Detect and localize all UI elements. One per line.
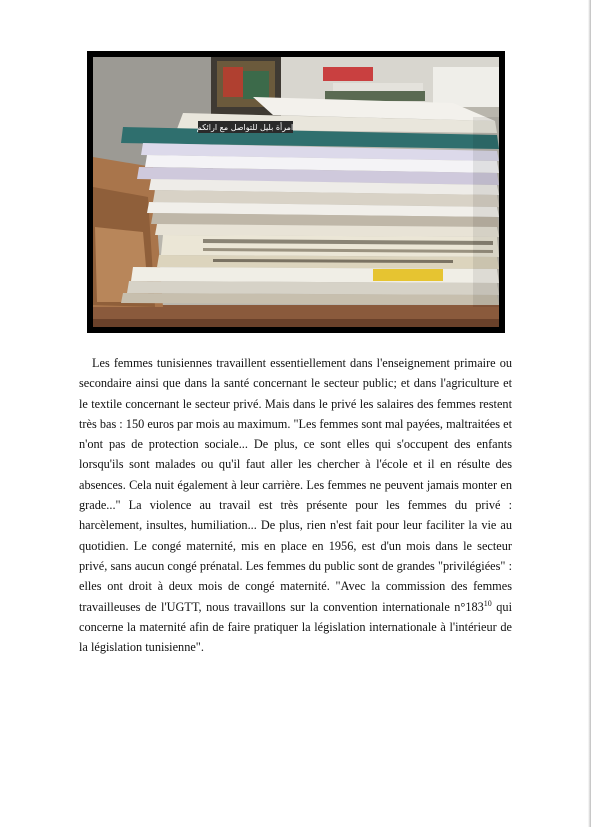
footnote-reference: 10 bbox=[483, 598, 492, 608]
folder-label-text: امرأة بليل للتواصل مع ارائكم bbox=[196, 123, 294, 132]
paragraph-text-part2: qui concerne la maternité afin de faire pratiquer la législation internationale à l'intérieur de la législation tunisienne". bbox=[79, 599, 512, 655]
paragraph-text-part1: Les femmes tunisiennes travaillent essentiellement dans l'enseignement primaire ou secondaire ainsi que dans la santé concernant le secteur public; et dans l'agriculture et le textile concernant le secteur privé. Mais dans le privé les salaires des femmes restent très bas : 150 euros par mois au maximum. "Les femmes sont mal payées, maltraitées et n'ont pas de protection sociale... De plus, ce sont elles qui s'occupent des enfants lorsqu'ils sont malades ou qu'il faut aller les chercher à l'école et il en résulte des absences. Cela nuit également à leur carrière. Les femmes ne peuvent jamais monter en grade..." La violence au travail est très présente pour les femmes du privé : harcèlement, insultes, humiliation... De plus, rien n'est fait pour leur faciliter la vie au quotidien. Le congé maternité, mis en place en 1956, est d'un mois dans le secteur privé, sans aucun congé prénatal. Les femmes du public sont de grandes "privilégiées" : elles ont droit à deux mois de congé maternité. "Avec la commission des femmes travailleuses de l'UGTT, nous travaillons sur la convention internationale n°183 bbox=[79, 356, 512, 614]
photo-frame bbox=[87, 51, 505, 333]
body-text bbox=[79, 353, 512, 657]
body-paragraph bbox=[79, 353, 512, 657]
paper-stack-photo bbox=[93, 57, 499, 327]
